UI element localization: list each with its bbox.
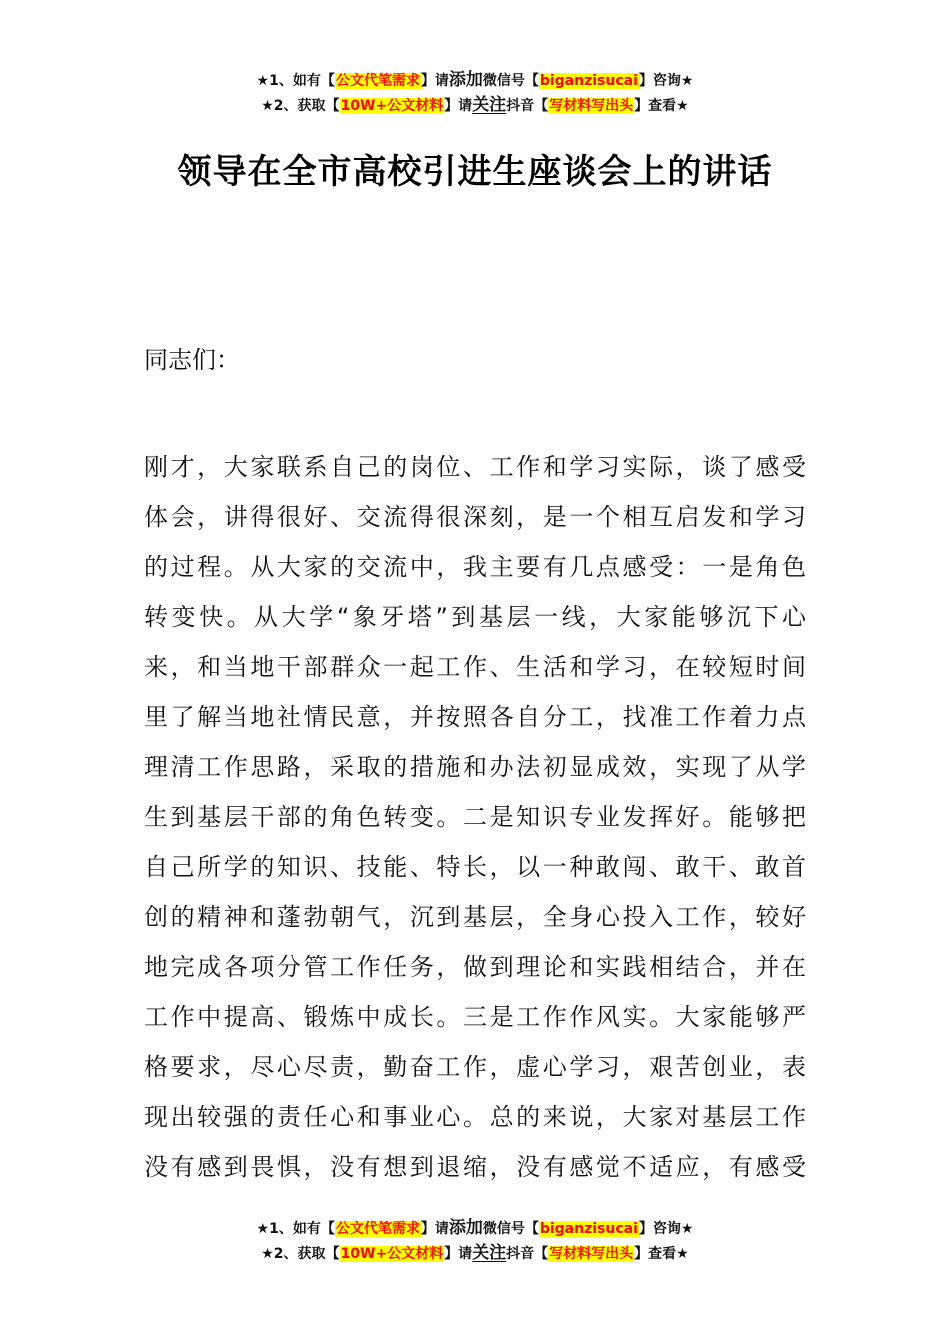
paragraph-line: 的过程。从大家的交流中，我主要有几点感受：一是角色 — [144, 553, 806, 581]
banner-text: 微信号【 — [482, 73, 539, 89]
banner-line-2 — [0, 1241, 950, 1266]
paragraph-line: 里了解当地社情民意，并按照各自分工，找准工作着力点 — [144, 703, 806, 731]
banner-emphasis: 添加 — [448, 70, 483, 90]
paragraph-line: 创的精神和蓬勃朝气，沉到基层，全身心投入工作，较好 — [144, 903, 806, 931]
banner-text: 】请 — [420, 1221, 449, 1237]
banner-text: ★2、获取【 — [261, 1246, 340, 1262]
banner-text: 】请 — [420, 73, 449, 89]
paragraph-line: 工作中提高、锻炼中成长。三是工作作风实。大家能够严 — [144, 1003, 806, 1031]
paragraph-line: 没有感到畏惧，没有想到退缩，没有感觉不适应，有感受 — [144, 1153, 806, 1181]
header-banner — [0, 68, 950, 118]
banner-text: 微信号【 — [482, 1221, 539, 1237]
paragraph-line: 现出较强的责任心和事业心。总的来说，大家对基层工作 — [144, 1103, 806, 1131]
banner-text: 】查看★ — [634, 1246, 689, 1262]
highlight-wechat-id: biganzisucai — [539, 1221, 638, 1237]
paragraph-line: 转变快。从大学“象牙塔”到基层一线，大家能够沉下心 — [144, 603, 806, 631]
banner-text: 抖音【 — [506, 98, 549, 114]
banner-text: 】请 — [444, 1246, 473, 1262]
body-paragraph — [144, 442, 806, 1192]
paragraph-line: 刚才，大家联系自己的岗位、工作和学习实际，谈了感受 — [144, 453, 806, 481]
paragraph-line: 地完成各项分管工作任务，做到理论和实践相结合，并在 — [144, 953, 806, 981]
banner-text: 】咨询★ — [638, 1221, 694, 1237]
banner-line-1 — [0, 1216, 950, 1241]
banner-emphasis: 关注 — [472, 95, 507, 115]
paragraph-line: 来，和当地干部群众一起工作、生活和学习，在较短时间 — [144, 653, 806, 681]
banner-text: ★2、获取【 — [261, 98, 340, 114]
highlight-douyin-id: 写材料写出头 — [549, 98, 634, 114]
banner-text: 】请 — [444, 98, 473, 114]
document-title: 领导在全市高校引进生座谈会上的讲话 — [177, 152, 773, 192]
banner-text: ★1、如有【 — [256, 73, 335, 89]
highlight-wechat-id: biganzisucai — [539, 73, 638, 89]
banner-line-1 — [0, 68, 950, 93]
highlight-service: 公文代笔需求 — [335, 1221, 420, 1237]
highlight-service: 公文代笔需求 — [335, 73, 420, 89]
banner-text: 抖音【 — [506, 1246, 549, 1262]
banner-text: 】查看★ — [634, 98, 689, 114]
banner-text: ★1、如有【 — [256, 1221, 335, 1237]
paragraph-line: 理清工作思路，采取的措施和办法初显成效，实现了从学 — [144, 753, 806, 781]
banner-text: 】咨询★ — [638, 73, 694, 89]
banner-emphasis: 关注 — [472, 1243, 507, 1263]
highlight-materials: 10W+公文材料 — [340, 98, 444, 114]
paragraph-line: 自己所学的知识、技能、特长，以一种敢闯、敢干、敢首 — [144, 853, 806, 881]
footer-banner — [0, 1216, 950, 1266]
highlight-douyin-id: 写材料写出头 — [549, 1246, 634, 1262]
banner-emphasis: 添加 — [448, 1218, 483, 1238]
paragraph-line: 体会，讲得很好、交流得很深刻，是一个相互启发和学习 — [144, 503, 806, 531]
highlight-materials: 10W+公文材料 — [340, 1246, 444, 1262]
banner-line-2 — [0, 93, 950, 118]
paragraph-line: 生到基层干部的角色转变。二是知识专业发挥好。能够把 — [144, 803, 806, 831]
paragraph-line: 格要求，尽心尽责，勤奋工作，虚心学习，艰苦创业，表 — [144, 1053, 806, 1081]
salutation: 同志们： — [144, 346, 240, 374]
